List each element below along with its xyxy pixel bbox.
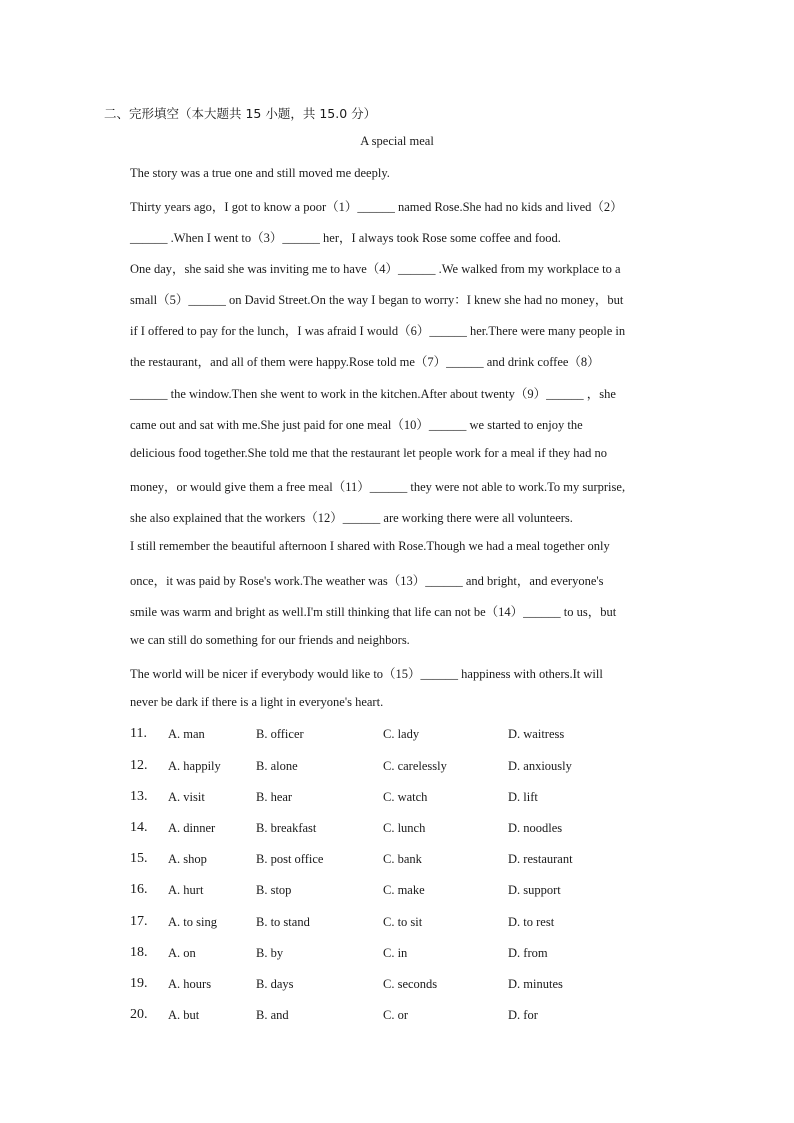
question-number: 17.	[130, 914, 148, 929]
option-b[interactable]: B. by	[256, 946, 284, 960]
option-d[interactable]: D. waitress	[508, 727, 565, 741]
option-a[interactable]: A. dinner	[168, 821, 216, 835]
option-c[interactable]: C. to sit	[383, 915, 423, 929]
option-a[interactable]: A. visit	[168, 790, 205, 804]
passage-line: Thirty years ago，I got to know a poor（1）______ named Rose.She had no kids and lived（2）	[130, 200, 623, 214]
passage-line: ______ the window.Then she went to work in the kitchen.After about twenty（9）______ ，she	[130, 387, 616, 401]
passage-line: the restaurant，and all of them were happy.Rose told me（7）______ and drink coffee（8）	[130, 355, 600, 369]
option-d[interactable]: D. minutes	[508, 977, 563, 991]
question-number: 14.	[130, 820, 148, 835]
passage-line: never be dark if there is a light in everyone's heart.	[130, 695, 384, 709]
option-d[interactable]: D. lift	[508, 790, 538, 804]
passage-line: money，or would give them a free meal（11）______ they were not able to work.To my surprise,	[130, 480, 626, 494]
option-b[interactable]: B. to stand	[256, 915, 310, 929]
passage-line: I still remember the beautiful afternoon I shared with Rose.Though we had a meal together only	[130, 539, 610, 553]
option-b[interactable]: B. and	[256, 1008, 289, 1022]
option-a[interactable]: A. to sing	[168, 915, 217, 929]
question-number: 16.	[130, 882, 148, 897]
passage-line: The story was a true one and still moved me deeply.	[130, 166, 390, 180]
option-d[interactable]: D. noodles	[508, 821, 563, 835]
option-c[interactable]: C. make	[383, 883, 425, 897]
question-number: 20.	[130, 1007, 148, 1022]
option-c[interactable]: C. carelessly	[383, 759, 447, 773]
passage-line: if I offered to pay for the lunch，I was afraid I would（6）______ her.There were many people in	[130, 324, 626, 338]
option-d[interactable]: D. support	[508, 883, 561, 897]
option-a[interactable]: A. on	[168, 946, 196, 960]
option-d[interactable]: D. from	[508, 946, 548, 960]
question-number: 11.	[130, 726, 147, 741]
option-a[interactable]: A. hurt	[168, 883, 204, 897]
option-c[interactable]: C. lunch	[383, 821, 426, 835]
option-b[interactable]: B. post office	[256, 852, 324, 866]
option-b[interactable]: B. hear	[256, 790, 293, 804]
option-b[interactable]: B. breakfast	[256, 821, 317, 835]
option-b[interactable]: B. alone	[256, 759, 298, 773]
option-d[interactable]: D. to rest	[508, 915, 555, 929]
passage-line: One day，she said she was inviting me to have（4）______ .We walked from my workplace to a	[130, 262, 621, 276]
option-c[interactable]: C. seconds	[383, 977, 438, 991]
question-number: 13.	[130, 789, 148, 804]
passage-line: smile was warm and bright as well.I'm still thinking that life can not be（14）______ to us，but	[130, 605, 617, 619]
question-number: 19.	[130, 976, 148, 991]
option-d[interactable]: D. restaurant	[508, 852, 573, 866]
option-c[interactable]: C. in	[383, 946, 408, 960]
passage-title: A special meal	[360, 134, 434, 148]
passage-line: she also explained that the workers（12）______ are working there were all volunteers.	[130, 511, 573, 525]
passage-line: The world will be nicer if everybody would like to（15）______ happiness with others.It will	[130, 667, 603, 681]
option-a[interactable]: A. man	[168, 727, 205, 741]
question-number: 12.	[130, 758, 148, 773]
option-d[interactable]: D. for	[508, 1008, 538, 1022]
option-d[interactable]: D. anxiously	[508, 759, 572, 773]
option-c[interactable]: C. lady	[383, 727, 420, 741]
section-heading: 二、完形填空（本大题共 15 小题，共 15.0 分）	[104, 106, 377, 121]
option-b[interactable]: B. days	[256, 977, 294, 991]
passage-line: small（5）______ on David Street.On the way I began to worry：I knew she had no money，but	[130, 293, 624, 307]
passage-line: delicious food together.She told me that the restaurant let people work for a meal if they had no	[130, 446, 607, 460]
passage-line: we can still do something for our friends and neighbors.	[130, 633, 410, 647]
option-a[interactable]: A. happily	[168, 759, 221, 773]
question-number: 18.	[130, 945, 148, 960]
passage-line: once，it was paid by Rose's work.The weather was（13）______ and bright，and everyone's	[130, 574, 604, 588]
option-c[interactable]: C. bank	[383, 852, 422, 866]
option-a[interactable]: A. but	[168, 1008, 200, 1022]
option-b[interactable]: B. stop	[256, 883, 292, 897]
option-b[interactable]: B. officer	[256, 727, 304, 741]
option-c[interactable]: C. or	[383, 1008, 408, 1022]
passage-line: came out and sat with me.She just paid for one meal（10）______ we started to enjoy the	[130, 418, 583, 432]
option-a[interactable]: A. hours	[168, 977, 212, 991]
passage-line: ______ .When I went to（3）______ her，I always took Rose some coffee and food.	[130, 231, 561, 245]
option-c[interactable]: C. watch	[383, 790, 428, 804]
question-number: 15.	[130, 851, 148, 866]
option-a[interactable]: A. shop	[168, 852, 207, 866]
